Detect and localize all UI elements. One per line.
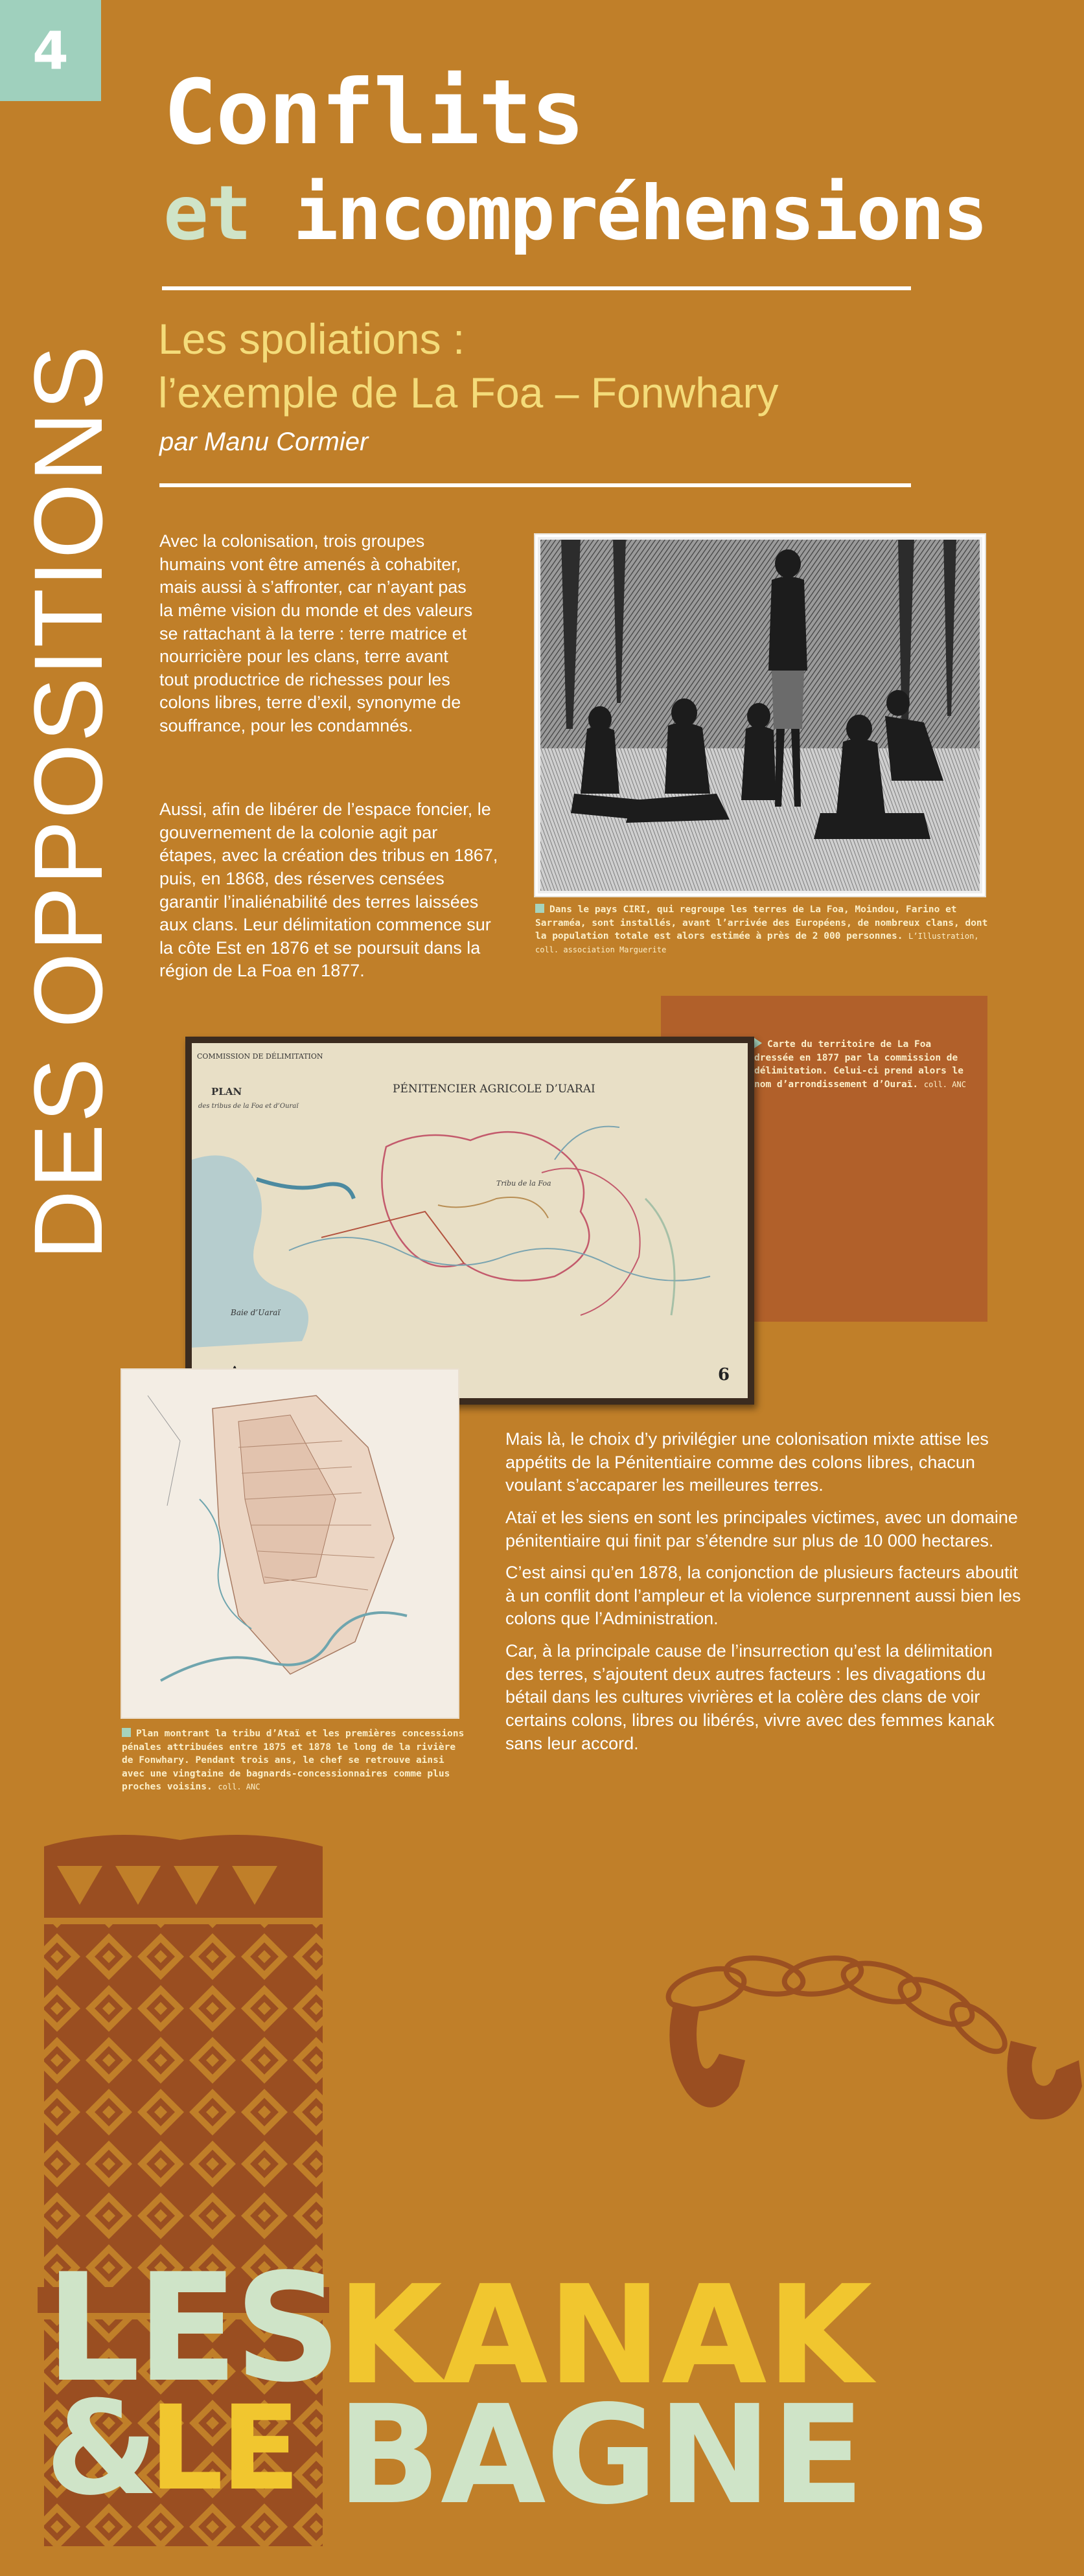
engraving-illustration	[535, 535, 985, 896]
caption-map-2	[122, 1727, 472, 1794]
title-rule-top	[162, 286, 911, 290]
title-rule-bottom	[159, 483, 911, 487]
subtitle-line-2: l’exemple de La Foa – Fonwhary	[158, 368, 779, 417]
map1-tribu-label: Tribu de la Foa	[496, 1179, 551, 1188]
map-tribu-atai	[122, 1370, 458, 1718]
author: par Manu Cormier	[159, 428, 369, 456]
brand-kanak: KANAK	[337, 2256, 873, 2415]
panel-number-badge: 4	[0, 0, 101, 101]
brand-ampersand: &	[45, 2373, 159, 2524]
paragraph-1: Avec la colonisation, trois groupes humains vont être amenés à cohabiter, mais aussi à s’affronter, car n’ayant pas la même vision du monde et des valeurs se rattachant à la terre : terre matrice et nourricière pour les clans, terre avant tout productrice de richesses pour les colons libres, terre d’exil, synonyme de souffrance, pour les condamnés.	[159, 531, 473, 735]
caption-engraving-credit: L’Illustration, coll. association Marguerite	[535, 932, 979, 954]
title-line-2	[163, 170, 986, 257]
paragraph-5: C’est ainsi qu’en 1878, la conjonction de plusieurs facteurs aboutit à un conflit dont l’ampleur et la violence surprennent aussi bien les colons que l’Administration.	[505, 1563, 1021, 1629]
title-word-incomprehensions: incompréhensions	[293, 170, 986, 257]
map-tribu-atai-drawing	[122, 1370, 458, 1718]
brand-bagne: BAGNE	[337, 2376, 865, 2535]
caption-engraving-text: Dans le pays CIRI, qui regroupe les terres de La Foa, Moindou, Farino et Sarraméa, sont installés, avant l’arrivée des Européens, de nombreux clans, dont la population totale est alors estimée à près de 2 000 personnes.	[535, 904, 988, 942]
map1-plan-sub-label: des tribus de la Foa et d’Ouraï	[198, 1103, 299, 1110]
subtitle	[158, 312, 779, 419]
caption-square-icon-2	[122, 1728, 131, 1737]
brand-les: LES	[45, 2242, 338, 2415]
shackle-chain-icon	[648, 1931, 1084, 2125]
map-la-foa-drawing	[192, 1043, 748, 1398]
brand-le: LE	[149, 2381, 298, 2516]
caption-map-1-text: Carte du territoire de La Foa dressée en 1877 par la commission de délimitation. Celui-ci prend alors le nom d’arrondissement d’Ouraï.	[754, 1039, 964, 1090]
caption-arrow-icon	[754, 1038, 762, 1048]
paragraph-2: Aussi, afin de libérer de l’espace foncier, le gouvernement de la colonie agit par étapes, avec la création des tribus en 1867, puis, en 1868, des réserves censées garantir l’inaliénabilité des terres laissées aux clans. Leur délimitation commence sur la côte Est en 1876 et se poursuit dans la région de La Foa en 1877.	[159, 799, 498, 981]
caption-map-1-credit: coll. ANC	[923, 1079, 966, 1089]
map1-penitencier-label: PÉNITENCIER AGRICOLE D’UARAI	[393, 1083, 595, 1096]
shackle-chain-decoration	[648, 1931, 1084, 2125]
caption-engraving	[535, 903, 989, 956]
map1-baie-label: Baie d’Uaraï	[231, 1308, 281, 1317]
caption-map-2-text: Plan montrant la tribu d’Ataï et les premières concessions pénales attribuées entre 1875 et 1878 le long de la rivière de Fonwhary. Pendant trois ans, le chef se retrouve ainsi avec une vingtaine de bagnards-concessionnaires comme plus proches voisins.	[122, 1729, 465, 1793]
section-label-vertical: DES OPPOSITIONS	[14, 344, 122, 1260]
title-line-1: Conflits	[163, 60, 584, 165]
caption-map-1	[754, 1038, 968, 1091]
subtitle-line-1: Les spoliations :	[158, 315, 465, 363]
engraving-photo	[535, 535, 985, 896]
caption-square-icon	[535, 904, 544, 913]
title-word-et: et	[163, 170, 250, 257]
map1-page: 6	[718, 1365, 730, 1385]
text-column-2	[505, 1428, 1024, 1755]
paragraph-4: Ataï et les siens en sont les principales victimes, avec un domaine pénitentiaire qui finit par s’étendre sur plus de 10 000 hectares.	[505, 1507, 1018, 1550]
paragraph-3: Mais là, le choix d’y privilégier une colonisation mixte attise les appétits de la Pénitentiaire comme des colons libres, chacun voulant s’accaparer les meilleures terres.	[505, 1429, 989, 1495]
map1-plan-label: PLAN	[211, 1086, 242, 1098]
map1-commission-label: COMMISSION DE DÉLIMITATION	[197, 1052, 323, 1061]
map-la-foa-1877	[185, 1037, 754, 1405]
caption-map-2-credit: coll. ANC	[218, 1782, 260, 1792]
paragraph-6: Car, à la principale cause de l’insurrection qu’est la délimitation des terres, s’ajoutent deux autres facteurs : les divagations du bétail dans les cultures vivrières et la colère des clans de voir certains colons, libres ou libérés, vivre avec des femmes kanak sans leur accord.	[505, 1641, 995, 1753]
